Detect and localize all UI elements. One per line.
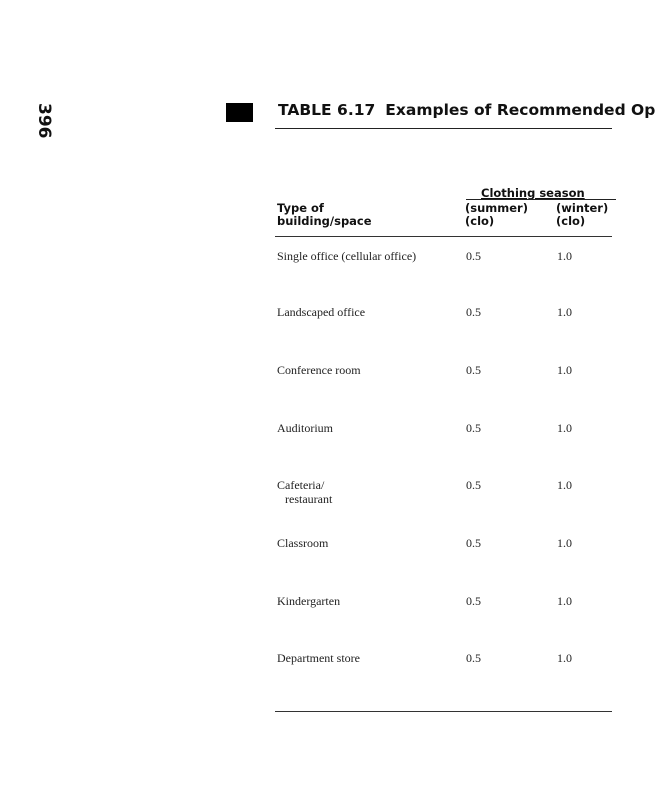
table-cell-winter: 1.0 [557,651,572,665]
table-cell-summer: 0.5 [466,305,481,319]
table-label: TABLE 6.17 [278,101,376,119]
table-cell-winter: 1.0 [557,478,572,492]
header-clothing-season: Clothing season [481,186,585,200]
table-cell-summer: 0.5 [466,651,481,665]
table-cell-summer: 0.5 [466,536,481,550]
table-caption: Examples of Recommended Op [385,101,655,119]
table-header-rule [275,236,612,237]
table-row-label: Conference room [277,363,361,377]
table-title-marker [226,103,253,122]
table-cell-winter: 1.0 [557,594,572,608]
header-winter: (winter) (clo) [556,201,609,228]
table-row-label: Landscaped office [277,305,366,319]
table-cell-summer: 0.5 [466,594,481,608]
table-cell-summer: 0.5 [466,478,481,492]
header-building-type: Type of building/space [277,201,372,228]
table-title [278,101,655,119]
header-season-rule [466,199,616,200]
table-cell-winter: 1.0 [557,363,572,377]
table-row-label: Classroom [277,536,329,550]
table-cell-summer: 0.5 [466,421,481,435]
table-cell-winter: 1.0 [557,249,572,263]
table-row-label: Auditorium [277,421,333,435]
table-row-label: Kindergarten [277,594,341,608]
table-row-label: Single office (cellular office) [277,249,417,263]
page-number: 396 [34,103,54,139]
table-cell-winter: 1.0 [557,536,572,550]
table-bottom-rule [275,711,612,712]
table-top-rule [275,128,612,129]
table-row-label: Cafeteria/ restaurant [277,478,333,506]
table-row-label: Department store [277,651,360,665]
table-cell-summer: 0.5 [466,363,481,377]
header-summer: (summer) (clo) [465,201,528,228]
table-cell-winter: 1.0 [557,305,572,319]
table-cell-winter: 1.0 [557,421,572,435]
table-cell-summer: 0.5 [466,249,481,263]
